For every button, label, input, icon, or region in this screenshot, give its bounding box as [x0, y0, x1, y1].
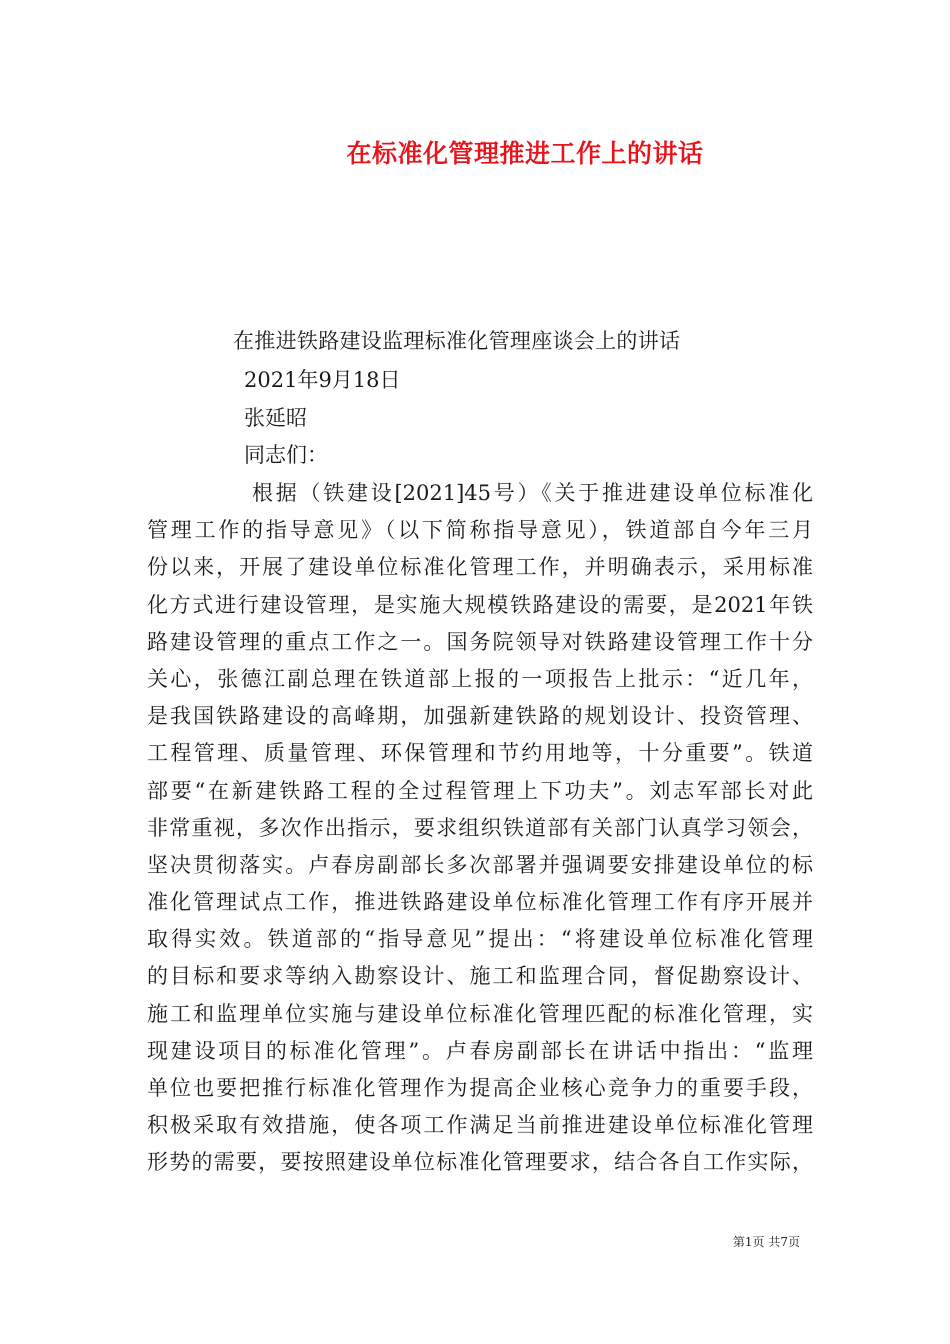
body-line: 准化管理试点工作，推进铁路建设单位标准化管理工作有序开展并	[147, 890, 813, 915]
body-line: 施工和监理单位实施与建设单位标准化管理匹配的标准化管理，实	[147, 1001, 813, 1026]
body-line: 非常重视，多次作出指示，要求组织铁道部有关部门认真学习领会，	[147, 815, 813, 840]
speech-date: 2021年9月18日	[244, 368, 401, 392]
body-line: 工程管理、质量管理、环保管理和节约用地等，十分重要”。铁道	[147, 741, 813, 766]
body-line: 现建设项目的标准化管理”。卢春房副部长在讲话中指出：“监理	[147, 1038, 813, 1063]
body-line: 的目标和要求等纳入勘察设计、施工和监理合同，督促勘察设计、	[147, 964, 813, 989]
body-line: 部要“在新建铁路工程的全过程管理上下功夫”。刘志军部长对此	[147, 778, 813, 803]
body-line: 份以来，开展了建设单位标准化管理工作，并明确表示，采用标准	[147, 555, 813, 580]
body-line: 形势的需要，要按照建设单位标准化管理要求，结合各自工作实际，	[147, 1150, 813, 1175]
body-line: 取得实效。铁道部的“指导意见”提出：“将建设单位标准化管理	[147, 927, 813, 952]
body-line: 化方式进行建设管理，是实施大规模铁路建设的需要，是2021年铁	[147, 592, 813, 617]
body-line: 坚决贯彻落实。卢春房副部长多次部署并强调要安排建设单位的标	[147, 852, 813, 877]
speech-subtitle: 在推进铁路建设监理标准化管理座谈会上的讲话	[233, 329, 681, 353]
body-line: 积极采取有效措施，使各项工作满足当前推进建设单位标准化管理	[147, 1113, 813, 1138]
body-line: 路建设管理的重点工作之一。国务院领导对铁路建设管理工作十分	[147, 629, 813, 654]
body-line: 单位也要把推行标准化管理作为提高企业核心竞争力的重要手段，	[147, 1076, 813, 1100]
body-line: 是我国铁路建设的高峰期，加强新建铁路的规划设计、投资管理、	[147, 704, 813, 729]
page-indicator: 第1页 共7页	[732, 1235, 800, 1249]
body-line: 关心，张德江副总理在铁道部上报的一项报告上批示：“近几年，	[147, 666, 813, 691]
greeting: 同志们：	[244, 443, 328, 467]
body-line: 管理工作的指导意见》（以下简称指导意见），铁道部自今年三月	[147, 518, 813, 543]
body-line: 根据（铁建设[2021]45号）《关于推进建设单位标准化	[252, 481, 813, 505]
speech-author: 张延昭	[244, 406, 307, 430]
document-title: 在标准化管理推进工作上的讲话	[346, 139, 704, 168]
body-paragraph	[147, 475, 813, 1182]
